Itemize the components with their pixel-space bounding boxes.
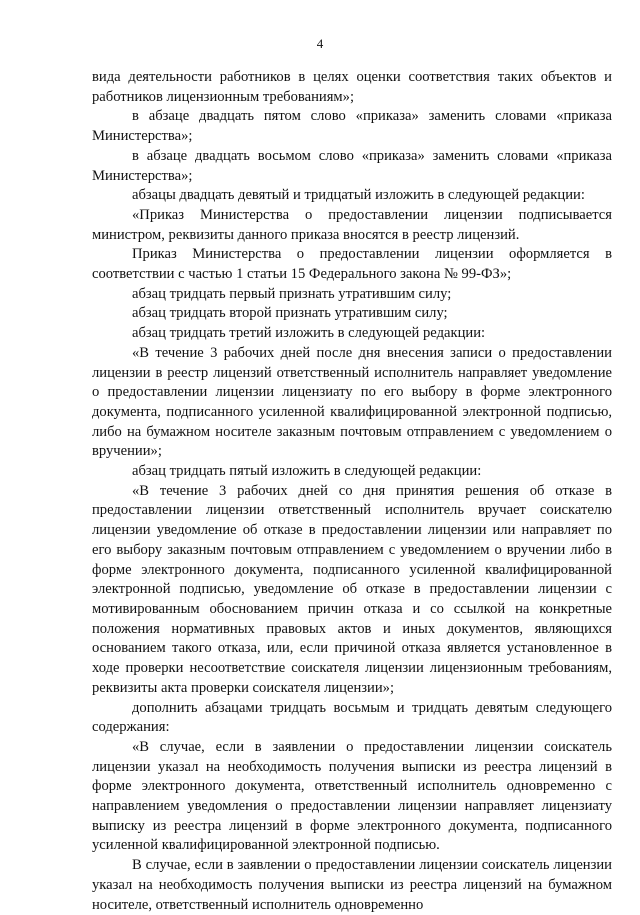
paragraph: абзац тридцать третий изложить в следующей редакции:: [132, 325, 486, 342]
paragraph: абзац тридцать пятый изложить в следующей редакции:: [132, 463, 482, 480]
paragraph: в абзаце двадцать восьмом слово «приказа» заменить словами «приказа Министерства»;: [92, 147, 612, 184]
paragraph: абзацы двадцать девятый и тридцатый изложить в следующей редакции:: [132, 187, 585, 204]
paragraph: «В течение 3 рабочих дней со дня принятия решения об отказе в предоставлении лицензии ответственный исполнитель вручает соискателю лицензии уведомление об отказе в предоставлении лицензии или направляет по его выбору заказным почтовым отправлением с уведомлением о вручении либо в форме электронного документа, подписанного усиленной квалифицированной электронной подписью, уведомление об отказе в предоставлении лицензии с мотивированным обоснованием причин отказа и со ссылкой на конкретные положения нормативных правовых актов и иных документов, являющихся основанием такого отказа, или, если причиной отказа является установленное в ходе проверки несоответствие соискателя лицензии лицензионным требованиям, реквизиты акта проверки соискателя лицензии»;: [92, 482, 612, 696]
page-number: 4: [316, 36, 324, 51]
paragraph: «Приказ Министерства о предоставлении лицензии подписывается министром, реквизиты данного приказа вносятся в реестр лицензий.: [92, 206, 612, 243]
paragraph: абзац тридцать второй признать утратившим силу;: [132, 305, 448, 322]
paragraph: в абзаце двадцать пятом слово «приказа» заменить словами «приказа Министерства»;: [92, 108, 612, 145]
paragraph: «В течение 3 рабочих дней после дня внесения записи о предоставлении лицензии в реестр лицензий ответственный исполнитель направляет уведомление о предоставлении лицензии лицензиату по его выбору в форме электронного документа, подписанного усиленной квалифицированной электронной подписью, либо на бумажном носителе заказным почтовым отправлением с уведомлением о вручении»;: [92, 344, 612, 460]
paragraph: вида деятельности работников в целях оценки соответствия таких объектов и работников лицензионным требованиям»;: [92, 69, 612, 105]
paragraph: «В случае, если в заявлении о предоставлении лицензии соискатель лицензии указал на необходимость получения выписки из реестра лицензий в форме электронного документа, ответственный исполнитель одновременно с направлением уведомления о предоставлении лицензии направляет лицензиату выписку из реестра лицензий в форме электронного документа, подписанного усиленной квалифицированной электронной подписью.: [92, 738, 612, 854]
paragraph: абзац тридцать первый признать утратившим силу;: [132, 285, 452, 302]
paragraph: В случае, если в заявлении о предоставлении лицензии соискатель лицензии указал на необходимость получения выписки из реестра лицензий на бумажном носителе, ответственный исполнитель одновременно: [92, 857, 612, 913]
paragraph: дополнить абзацами тридцать восьмым и тридцать девятым следующего содержания:: [92, 699, 612, 736]
paragraph: Приказ Министерства о предоставлении лицензии оформляется в соответствии с частью 1 статьи 15 Федерального закона № 99-ФЗ»;: [92, 246, 612, 283]
document-body: [92, 68, 612, 915]
